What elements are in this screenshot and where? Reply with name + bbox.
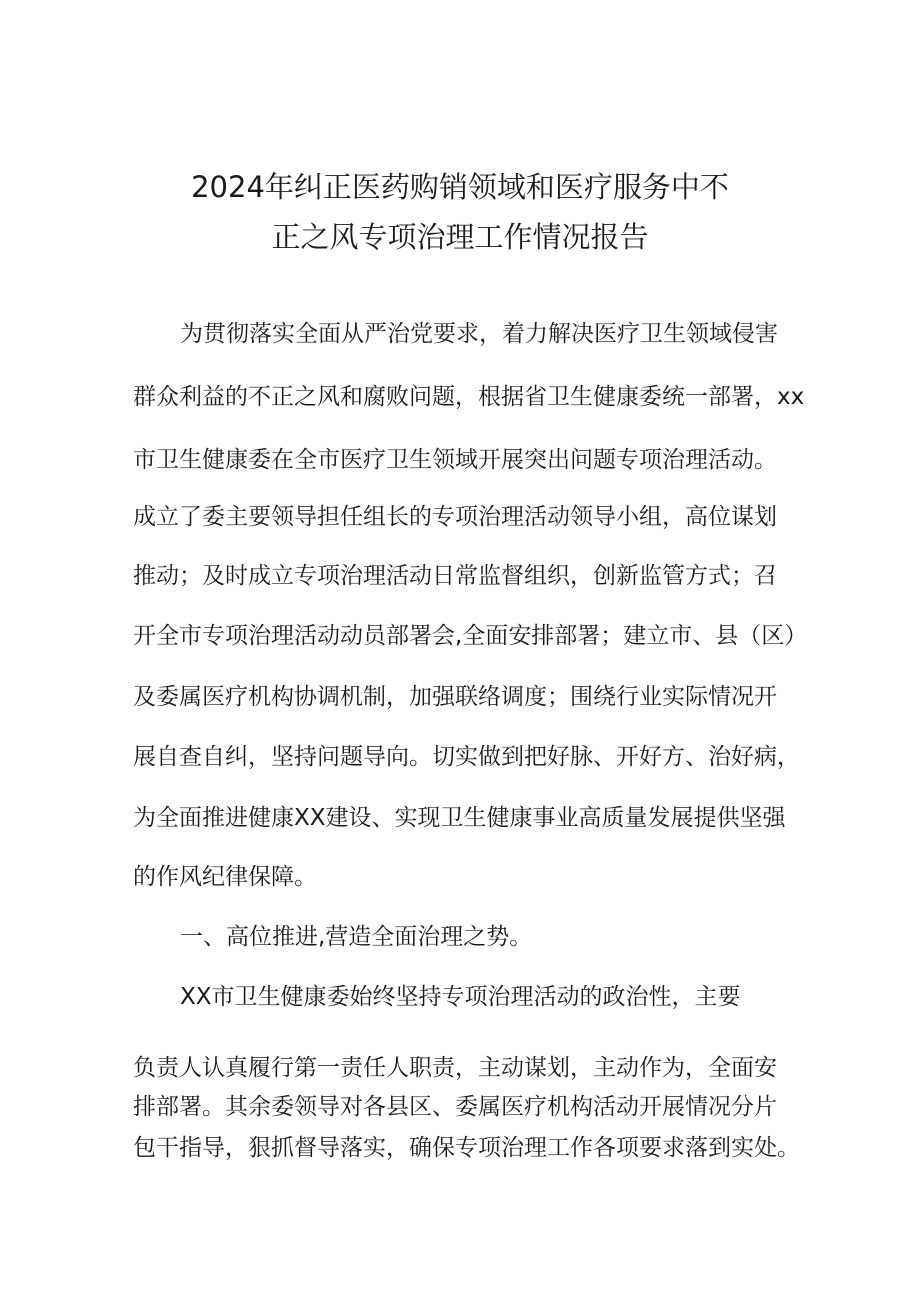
- body-line: 负责人认真履行第一责任人职责，主动谋划，主动作为，全面安: [133, 1055, 777, 1081]
- document-title-line-1: 2024年纠正医药购销领域和医疗服务中不: [191, 170, 729, 204]
- body-line: 群众利益的不正之风和腐败问题，根据省卫生健康委统一部署，xx: [133, 384, 805, 410]
- body-line: 排部署。其余委领导对各县区、委属医疗机构活动开展情况分片: [133, 1094, 777, 1120]
- body-line: 为贯彻落实全面从严治党要求，着力解决医疗卫生领域侵害: [180, 321, 778, 347]
- body-line: 及委属医疗机构协调机制，加强联络调度；围绕行业实际情况开: [133, 684, 777, 710]
- body-line: 成立了委主要领导担任组长的专项治理活动领导小组，高位谋划: [133, 504, 777, 530]
- body-line: 展自查自纠，坚持问题导向。切实做到把好脉、开好方、治好病，: [133, 744, 800, 770]
- document-title-line-2: 正之风专项治理工作情况报告: [271, 220, 649, 254]
- body-line: XX市卫生健康委始终坚持专项治理活动的政治性，主要: [180, 984, 741, 1010]
- body-line: 开全市专项治理活动动员部署会,全面安排部署；建立市、县（区）: [133, 623, 808, 649]
- body-line: 市卫生健康委在全市医疗卫生领域开展突出问题专项治理活动。: [133, 447, 777, 473]
- body-line: 为全面推进健康XX建设、实现卫生健康事业高质量发展提供坚强: [133, 805, 786, 831]
- section-heading: 一、高位推进,营造全面治理之势。: [180, 924, 533, 950]
- body-line: 包干指导，狠抓督导落实，确保专项治理工作各项要求落到实处。: [133, 1135, 800, 1161]
- body-line: 的作风纪律保障。: [133, 864, 317, 890]
- body-line: 推动；及时成立专项治理活动日常监督组织，创新监管方式；召: [133, 563, 777, 589]
